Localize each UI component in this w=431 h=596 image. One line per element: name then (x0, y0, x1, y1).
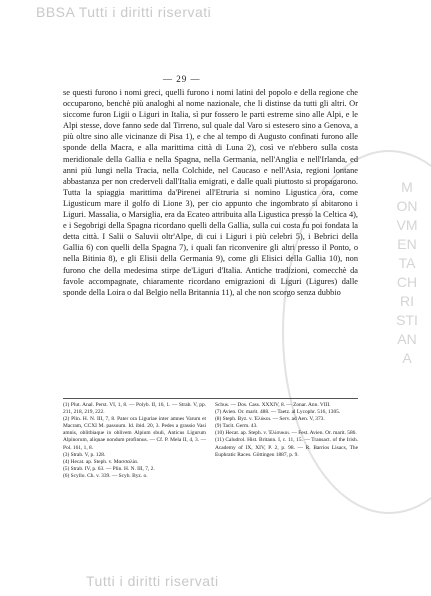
watermark-top: BBSA Tutti i diritti riservati (36, 4, 212, 20)
footnote: (10) Hecat. ap. Steph. v. Ἑλίσυκοι. — Fest. Avien. Or. marit. 586. (215, 430, 357, 437)
body-paragraph: se questi furono i nomi greci, quelli furono i nomi latini del popolo e della regione che occuparono, benchè più analoghi al nome nazionale, che li distinse da tutti gli altri. Or siccome furon Ligii o Liguri in Italia, sì pur fossero le parti estreme sino alle Alpi, e le Alpi stesse, dove fanno sede dal Tirreno, sul quale dal Varo si estesero sino a Genova, a più oltre sino alle vicinanze di Pisa 1), e che al tempo di Augusto confinati furono alle sponde della Macra, e alla marittima città di Luna 2), così ve n'ebbero sulla costa meridionale della Gallia e nella Spagna, nella Germania, nell'Anglia e nell'Irlanda, ed anni più lungi nella Tracia, nella Colchide, nel Caucaso e nell'Asia, regioni lontane abbastanza per non crederveli dall'Italia emigrati, e dalle quali piuttosto si propagarono. Tutta la spiaggia marittima da'Pirenei all'Etruria si nomino Ligustica ora, come Ligusticum mare il golfo di Lione 3), per cio appunto che ingombrato si abitarono i Liguri. Massalia, o Marsiglia, era da Ecateo attribuita alla Ligustica presso la Celtica 4), e i Segobrigi della Spagna ricordano quelli della Gallia, sulla cui costa fu poi fondata la detta città. I Salii o Saluvii oltr'Alpe, di cui i Liguri i più celebri 5), i Bebrici della Gallia 6) con quelli della Spagna 7), i quali fan riconvenire gli altri presso il Ponto, o nella Bitinia 8), e gli Elisii della Germania 9), come gli Elisici della Gallia 10), non furono che della medesima stirpe de'Liguri d'Italia. Antiche tradizioni, comecchè da favole accompagnate, chiaramente ricordano emigrazioni di Liguri (Ligures) dalle sponde della Loira o dal Belgio nella Britannia 11), al che non scorgo senza dubbio (63, 88, 358, 297)
footnote-column-left (63, 402, 206, 480)
footnote: (1) Plut. Anal. Perst. VI, 1, 8. — Polyb. II, 16, 1. — Strab. V, pp. 211, 218, 219, 222. (63, 402, 206, 416)
footnote: (11) Caludrol. Hist. Britann. I, c. 11, 15. — Transact. of the Irish. Academy of IX, XIV, P. 2, p. 98. — R. Barrios Lisacs, The Euphratic Races. Göttingen 1887, p. 9. (215, 437, 358, 458)
footnote: (3) Strab. V, p. 128. (63, 451, 106, 458)
footnote: (9) Tacit. Germ. 43. (215, 423, 258, 430)
body-text (63, 87, 358, 298)
footnote: (6) Scyllo. Ch. v. 339. — Scyb. Byz. o. (63, 472, 148, 479)
footnote: (2) Plin. H. N. III, 7, 8. Pater ora Liguriae inter amnes Varum et Macram, CCXI M. passuum. Id. ibid. 20, 3. Pedes a grassio Vasi amnis, oblitbiaque in oblivem Alpium sbuli, Anticus Ligurum Alpinorum, aliquae nondum profinnus. — Cf. P. Mela II, 4, 3. — Pol. 161, 1, 8. (63, 416, 206, 451)
footnote: (7) Avien. Or. marit. 488. — Taetz. al Lycophr. 516, 1305. (215, 409, 341, 416)
seal-lettering: MONVMENTA CHRISTIANA (396, 179, 418, 366)
footnote: Schus. — Dos. Cass. XXXIV, 8. — Zonar. Ann. VIII. (215, 402, 331, 408)
footnote-separator (63, 398, 358, 399)
footnote-column-right (215, 402, 358, 480)
footnotes (63, 402, 358, 480)
footnote: (5) Strab. IV, p. 63. — Plin. H. N. III, 7, 2. (63, 465, 155, 472)
footnote: (8) Steph. Byz. v. Ἑλύκοι. — Serv. ad Aen. V, 373. (215, 416, 325, 423)
footnote: (4) Hecat. ap. Steph. v. Μασσαλία. (63, 458, 139, 465)
page-number: — 29 — (163, 74, 201, 84)
watermark-bottom: Tutti i diritti riservati (86, 573, 219, 589)
